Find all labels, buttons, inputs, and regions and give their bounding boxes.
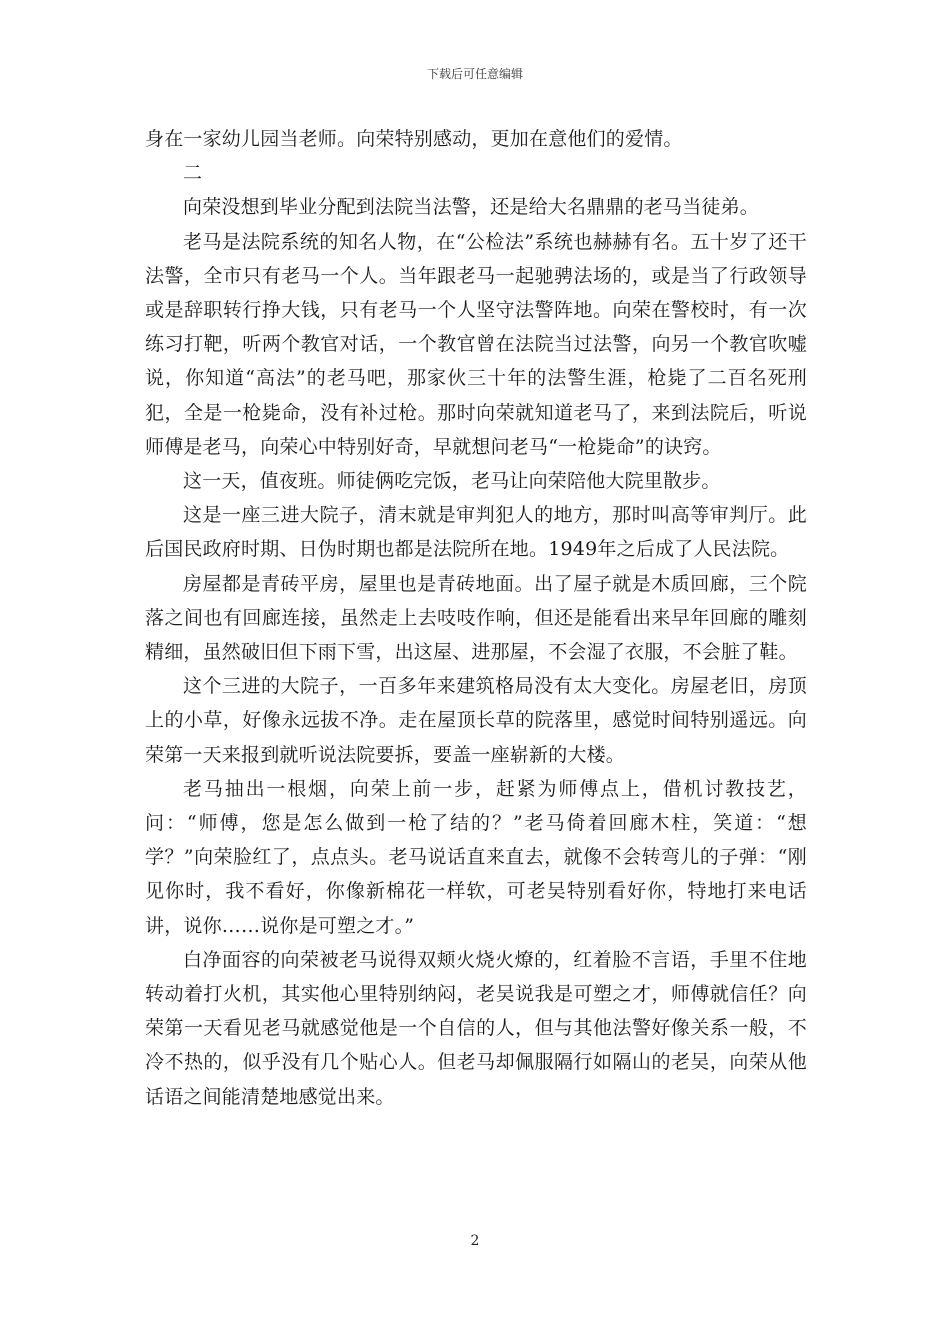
paragraph: 房屋都是青砖平房，屋里也是青砖地面。出了屋子就是木质回廊，三个院落之间也有回廊连接，虽然走上去吱吱作响，但还是能看出来早年回廊的雕刻精细，虽然破旧但下雨下雪，出这屋、进那屋，不会湿了衣服，不会脏了鞋。	[145, 572, 807, 664]
paragraph: 白净面容的向荣被老马说得双颊火烧火燎的，红着脸不言语，手里不住地转动着打火机，其实他心里特别纳闷，老吴说我是可塑之才，师傅就信任？向荣第一天看见老马就感觉他是一个自信的人，但与其他法警好像关系一般，不冷不热的，似乎没有几个贴心人。但老马却佩服隔行如隔山的老吴，向荣从他话语之间能清楚地感觉出来。	[145, 948, 807, 1108]
paragraph-continued: 身在一家幼儿园当老师。向荣特别感动，更加在意他们的爱情。	[145, 128, 683, 150]
section-heading: 二	[183, 162, 203, 185]
paragraph: 向荣没想到毕业分配到法院当法警，还是给大名鼎鼎的老马当徒弟。	[183, 196, 760, 219]
paragraph: 老马是法院系统的知名人物，在“公检法”系统也赫赫有名。五十岁了还干法警，全市只有老马一个人。当年跟老马一起驰骋法场的，或是当了行政领导或是辞职转行挣大钱，只有老马一个人坚守法警阵地。向荣在警校时，有一次练习打靶，听两个教官对话，一个教官曾在法院当过法警，向另一个教官吹嘘说，你知道“高法”的老马吧，那家伙三十年的法警生涯，枪毙了二百名死刑犯，全是一枪毙命，没有补过枪。那时向荣就知道老马了，来到法院后，听说师傅是老马，向荣心中特别好奇，早就想问老马“一枪毙命”的诀窍。	[145, 230, 807, 458]
paragraph: 老马抽出一根烟，向荣上前一步，赶紧为师傅点上，借机讨教技艺，问：“师傅，您是怎么做到一枪了结的？”老马倚着回廊木柱，笑道：“想学？”向荣脸红了，点点头。老马说话直来直去，就像不会转弯儿的子弹：“刚见你时，我不看好，你像新棉花一样软，可老吴特别看好你，特地打来电话讲，说你……说你是可塑之才。”	[145, 777, 807, 937]
document-body	[145, 122, 807, 1114]
paragraph: 这个三进的大院子，一百多年来建筑格局没有太大变化。房屋老旧，房顶上的小草，好像永远拔不净。走在屋顶长草的院落里，感觉时间特别遥远。向荣第一天来报到就听说法院要拆，要盖一座崭新的大楼。	[145, 675, 807, 766]
paragraph: 这是一座三进大院子，清末就是审判犯人的地方，那时叫高等审判厅。此后国民政府时期、日伪时期也都是法院所在地。1949年之后成了人民法院。	[145, 504, 807, 561]
paragraph: 这一天，值夜班。师徒俩吃完饭，老马让向荣陪他大院里散步。	[183, 470, 721, 493]
page-header: 下载后可任意编辑	[426, 67, 523, 81]
page-number: 2	[470, 1233, 480, 1249]
